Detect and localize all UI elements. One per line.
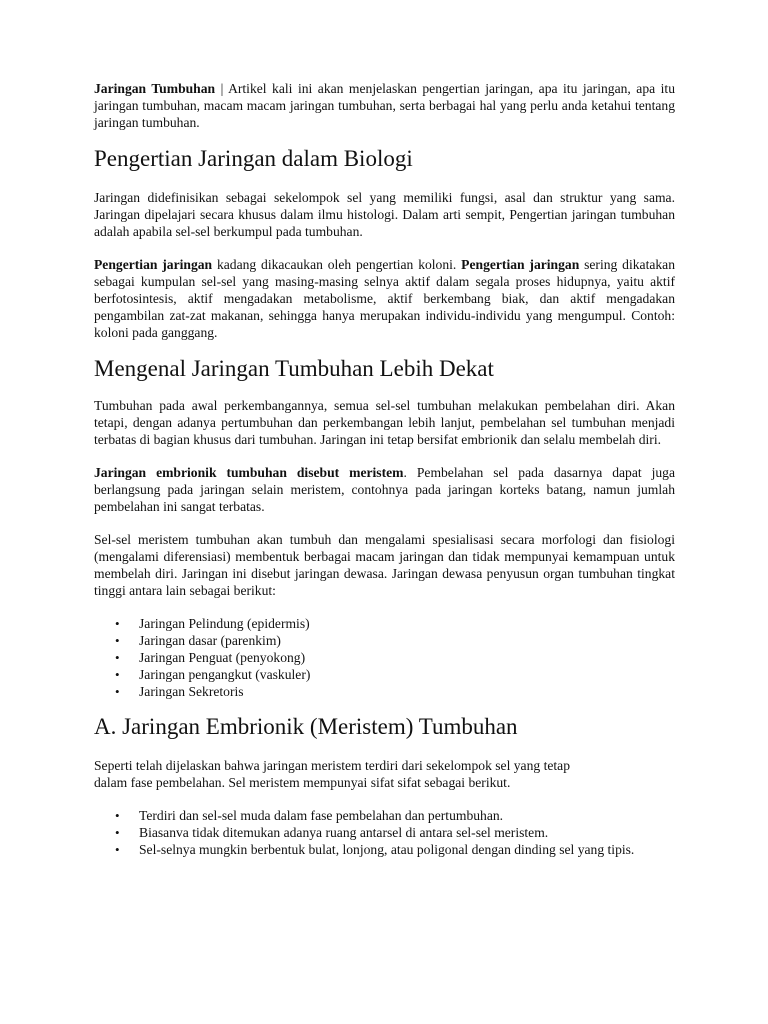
meristem-intro-line-1: Seperti telah dijelaskan bahwa jaringan meristem terdiri dari sekelompok sel yang tetap <box>94 758 571 773</box>
list-item: • Jaringan Sekretoris <box>94 683 675 700</box>
koloni-bold-term-1: Pengertian jaringan <box>94 257 213 272</box>
list-item: • Sel-selnya mungkin berbentuk bulat, lonjong, atau poligonal dengan dinding sel yang tipis. <box>94 841 675 858</box>
intro-paragraph <box>94 80 675 131</box>
jaringan-dewasa-paragraph: Sel-sel meristem tumbuhan akan tumbuh dan mengalami spesialisasi secara morfologi dan fisiologi (mengalami diferensiasi) membentuk berbagai macam jaringan dan tidak mempunyai kemampuan untuk membelah diri. Jaringan ini disebut jaringan dewasa. Jaringan dewasa penyusun organ tumbuhan tingkat tinggi antara lain sebagai berikut: <box>94 532 675 598</box>
meristem-properties-list <box>94 807 675 858</box>
document-page <box>94 80 675 858</box>
list-item: • Biasanva tidak ditemukan adanya ruang antarsel di antara sel-sel meristem. <box>94 824 675 841</box>
meristem-paragraph <box>94 464 675 515</box>
perkembangan-paragraph: Tumbuhan pada awal perkembangannya, semua sel-sel tumbuhan melakukan pembelahan diri. Akan tetapi, dengan adanya pertumbuhan dan perkembangan lebih lanjut, pembelahan sel tumbuhan menjadi terbatas di bagian khusus dari tumbuhan. Jaringan ini tetap bersifat embrionik dan selalu membelah diri. <box>94 398 675 447</box>
koloni-text-2: sering dikatakan sebagai kumpulan sel-sel yang masing-masing selnya aktif dalam segala proses hidupnya, yaitu aktif berfotosintesis, aktif mengadakan metabolisme, aktif berkembang biak, dan aktif mengadakan pengambilan zat-zat makanan, sehingga hanya merupakan individu-individu yang mengumpul. Contoh: koloni pada ganggang. <box>94 257 676 340</box>
jaringan-dewasa-list <box>94 615 675 700</box>
definition-paragraph: Jaringan didefinisikan sebagai sekelompok sel yang memiliki fungsi, asal dan struktur yang sama. Jaringan dipelajari secara khusus dalam ilmu histologi. Dalam arti sempit, Pengertian jaringan tumbuhan adalah apabila sel-sel berkumpul pada tumbuhan. <box>94 190 675 239</box>
list-item: • Jaringan dasar (parenkim) <box>94 632 675 649</box>
list-item: • Terdiri dan sel-sel muda dalam fase pembelahan dan pertumbuhan. <box>94 807 675 824</box>
section-heading-pengertian: Pengertian Jaringan dalam Biologi <box>94 146 413 171</box>
koloni-paragraph <box>94 256 675 341</box>
intro-text: | Artikel kali ini akan menjelaskan pengertian jaringan, apa itu jaringan, apa itu jaringan tumbuhan, macam macam jaringan tumbuhan, serta berbagai hal yang perlu anda ketahui tentang jaringan tumbuhan. <box>94 81 675 130</box>
koloni-text-1: kadang dikacaukan oleh pengertian koloni. <box>212 257 462 272</box>
section-heading-meristem: A. Jaringan Embrionik (Meristem) Tumbuhan <box>94 714 518 739</box>
intro-bold-term: Jaringan Tumbuhan <box>94 81 216 96</box>
meristem-intro-paragraph <box>94 757 675 791</box>
meristem-text: . Pembelahan sel pada dasarnya dapat juga berlangsung pada jaringan selain meristem, contohnya pada jaringan korteks batang, namun jumlah pembelahan ini sangat terbatas. <box>94 465 675 514</box>
meristem-intro-line-2: dalam fase pembelahan. Sel meristem mempunyai sifat sifat sebagai berikut. <box>94 775 511 790</box>
meristem-bold-term: Jaringan embrionik tumbuhan disebut meristem <box>94 465 404 480</box>
list-item: • Jaringan Penguat (penyokong) <box>94 649 675 666</box>
koloni-bold-term-2: Pengertian jaringan <box>461 257 580 272</box>
list-item: • Jaringan Pelindung (epidermis) <box>94 615 675 632</box>
section-heading-mengenal: Mengenal Jaringan Tumbuhan Lebih Dekat <box>94 356 494 381</box>
list-item: • Jaringan pengangkut (vaskuler) <box>94 666 675 683</box>
